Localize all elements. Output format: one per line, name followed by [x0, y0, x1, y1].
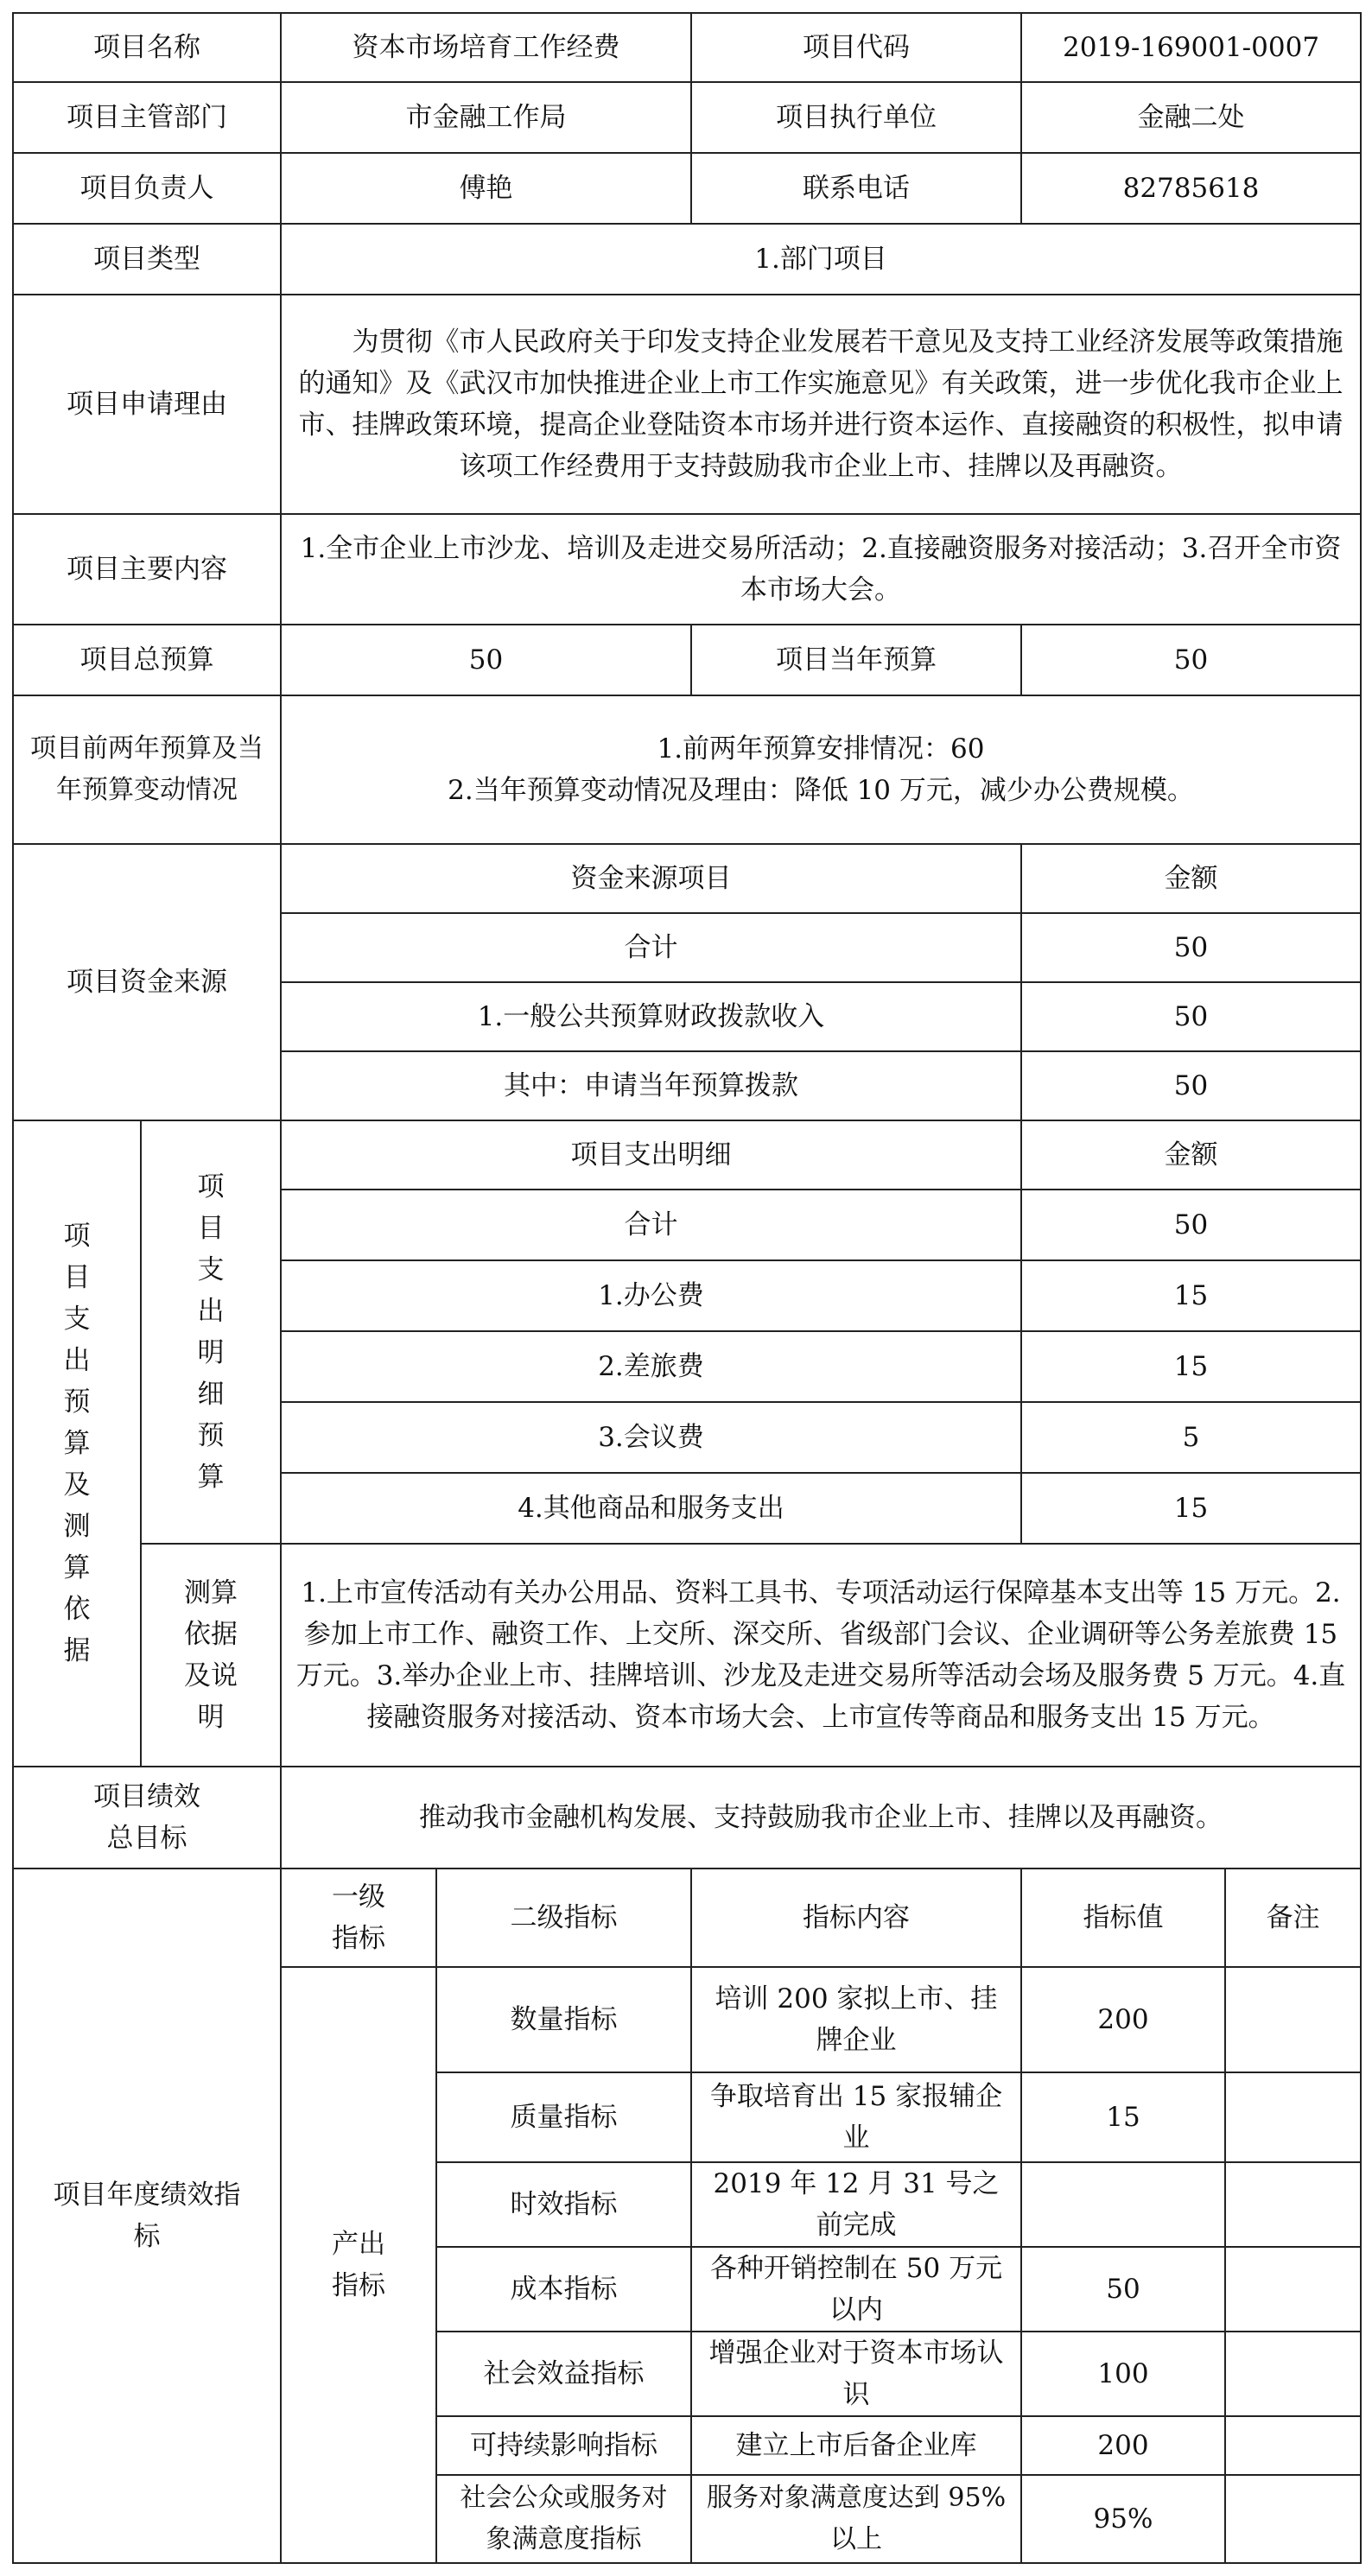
row-budget	[13, 625, 1361, 695]
indicator-header-content: 指标内容	[691, 1869, 1021, 1967]
indicator-header-level2: 二级指标	[436, 1869, 691, 1967]
indicator-name: 质量指标	[436, 2072, 691, 2162]
dept-value: 市金融工作局	[281, 82, 691, 153]
exec-value: 金融二处	[1021, 82, 1361, 153]
row-name	[13, 13, 1361, 82]
indicator-level1-text: 产出指标	[332, 2229, 385, 2301]
expense-label-text: 项目支出预算及测算依据	[63, 1221, 91, 1666]
row-basis	[13, 1544, 1361, 1767]
expense-amount: 15	[1021, 1260, 1361, 1331]
expense-header-item: 项目支出明细	[281, 1120, 1021, 1190]
indicator-note	[1225, 2247, 1361, 2332]
basis-label	[141, 1544, 281, 1767]
funding-amount: 50	[1021, 982, 1361, 1051]
budget-year-label: 项目当年预算	[691, 625, 1021, 695]
indicator-note	[1225, 2475, 1361, 2563]
row-reason	[13, 295, 1361, 514]
owner-label: 项目负责人	[13, 153, 281, 224]
indicator-value	[1021, 2162, 1225, 2247]
funding-label: 项目资金来源	[13, 844, 281, 1120]
budget-year-value: 50	[1021, 625, 1361, 695]
code-label: 项目代码	[691, 13, 1021, 82]
indicator-content: 服务对象满意度达到 95%以上	[691, 2475, 1021, 2563]
funding-item: 其中：申请当年预算拨款	[281, 1051, 1021, 1120]
owner-value: 傅艳	[281, 153, 691, 224]
type-label: 项目类型	[13, 224, 281, 295]
indicator-name: 社会效益指标	[436, 2332, 691, 2416]
project-table	[12, 12, 1362, 2564]
indicator-content: 增强企业对于资本市场认识	[691, 2332, 1021, 2416]
row-change	[13, 695, 1361, 844]
indicator-name: 社会公众或服务对象满意度指标	[436, 2475, 691, 2563]
goal-text: 推动我市金融机构发展、支持鼓励我市企业上市、挂牌以及再融资。	[281, 1767, 1361, 1869]
indicator-header-row	[13, 1869, 1361, 1967]
indicator-header-level1	[281, 1869, 436, 1967]
expense-header-amount: 金额	[1021, 1120, 1361, 1190]
reason-label: 项目申请理由	[13, 295, 281, 514]
code-value: 2019-169001-0007	[1021, 13, 1361, 82]
indicator-name: 成本指标	[436, 2247, 691, 2332]
expense-label	[13, 1120, 141, 1767]
budget-total-value: 50	[281, 625, 691, 695]
exec-label: 项目执行单位	[691, 82, 1021, 153]
indicator-content: 2019 年 12 月 31 号之前完成	[691, 2162, 1021, 2247]
indicator-value: 95%	[1021, 2475, 1225, 2563]
basis-text: 1.上市宣传活动有关办公用品、资料工具书、专项活动运行保障基本支出等 15 万元。2.参加上市工作、融资工作、上交所、深交所、省级部门会议、企业调研等公务差旅费 15 万元。3.举办企业上市、挂牌培训、沙龙及走进交易所等活动会场及服务费 5 万元。4.直接融资服务对接活动、资本市场大会、上市宣传等商品和服务支出 15 万元。	[281, 1544, 1361, 1767]
name-label: 项目名称	[13, 13, 281, 82]
indicator-note	[1225, 2162, 1361, 2247]
goal-label	[13, 1767, 281, 1869]
indicator-label	[13, 1869, 281, 2563]
content-text: 1.全市企业上市沙龙、培训及走进交易所活动；2.直接融资服务对接活动；3.召开全市资本市场大会。	[281, 514, 1361, 625]
indicator-note	[1225, 2416, 1361, 2475]
indicator-note	[1225, 1967, 1361, 2072]
basis-label-text: 测算依据及说明	[184, 1577, 238, 1733]
indicator-label-text: 项目年度绩效指标	[53, 2179, 241, 2252]
change-line-2: 2.当年预算变动情况及理由：降低 10 万元，减少办公费规模。	[448, 775, 1194, 806]
funding-item: 1.一般公共预算财政拨款收入	[281, 982, 1021, 1051]
expense-amount: 50	[1021, 1190, 1361, 1260]
expense-amount: 5	[1021, 1402, 1361, 1473]
expense-item: 合计	[281, 1190, 1021, 1260]
change-line-1: 1.前两年预算安排情况：60	[657, 733, 985, 765]
expense-detail-label-text: 项目支出明细预算	[197, 1171, 225, 1493]
expense-header-row	[13, 1120, 1361, 1190]
expense-amount: 15	[1021, 1473, 1361, 1544]
change-text	[281, 695, 1361, 844]
funding-amount: 50	[1021, 913, 1361, 982]
row-dept	[13, 82, 1361, 153]
reason-text: 为贯彻《市人民政府关于印发支持企业发展若干意见及支持工业经济发展等政策措施的通知》及《武汉市加快推进企业上市工作实施意见》有关政策，进一步优化我市企业上市、挂牌政策环境，提高企业登陆资本市场并进行资本运作、直接融资的积极性，拟申请该项工作经费用于支持鼓励我市企业上市、挂牌以及再融资。	[281, 295, 1361, 514]
funding-header-row	[13, 844, 1361, 913]
phone-label: 联系电话	[691, 153, 1021, 224]
change-label: 项目前两年预算及当年预算变动情况	[13, 695, 281, 844]
funding-header-amount: 金额	[1021, 844, 1361, 913]
funding-item: 合计	[281, 913, 1021, 982]
indicator-note	[1225, 2332, 1361, 2416]
indicator-header-note: 备注	[1225, 1869, 1361, 1967]
row-type	[13, 224, 1361, 295]
indicator-header-value: 指标值	[1021, 1869, 1225, 1967]
goal-label-text: 项目绩效总目标	[93, 1781, 200, 1854]
indicator-value: 15	[1021, 2072, 1225, 2162]
type-value: 1.部门项目	[281, 224, 1361, 295]
row-goal	[13, 1767, 1361, 1869]
expense-item: 3.会议费	[281, 1402, 1021, 1473]
expense-amount: 15	[1021, 1331, 1361, 1402]
indicator-name: 时效指标	[436, 2162, 691, 2247]
indicator-value: 50	[1021, 2247, 1225, 2332]
expense-detail-label	[141, 1120, 281, 1544]
indicator-name: 可持续影响指标	[436, 2416, 691, 2475]
indicator-name: 数量指标	[436, 1967, 691, 2072]
phone-value: 82785618	[1021, 153, 1361, 224]
name-value: 资本市场培育工作经费	[281, 13, 691, 82]
funding-header-item: 资金来源项目	[281, 844, 1021, 913]
budget-total-label: 项目总预算	[13, 625, 281, 695]
content-label: 项目主要内容	[13, 514, 281, 625]
indicator-note	[1225, 2072, 1361, 2162]
indicator-content: 建立上市后备企业库	[691, 2416, 1021, 2475]
expense-item: 1.办公费	[281, 1260, 1021, 1331]
expense-item: 2.差旅费	[281, 1331, 1021, 1402]
indicator-value: 200	[1021, 1967, 1225, 2072]
indicator-value: 200	[1021, 2416, 1225, 2475]
indicator-content: 各种开销控制在 50 万元以内	[691, 2247, 1021, 2332]
row-content	[13, 514, 1361, 625]
dept-label: 项目主管部门	[13, 82, 281, 153]
row-owner	[13, 153, 1361, 224]
indicator-content: 培训 200 家拟上市、挂牌企业	[691, 1967, 1021, 2072]
funding-amount: 50	[1021, 1051, 1361, 1120]
indicator-value: 100	[1021, 2332, 1225, 2416]
indicator-header-level1-text: 一级指标	[332, 1881, 385, 1954]
expense-item: 4.其他商品和服务支出	[281, 1473, 1021, 1544]
indicator-level1	[281, 1967, 436, 2563]
indicator-content: 争取培育出 15 家报辅企业	[691, 2072, 1021, 2162]
